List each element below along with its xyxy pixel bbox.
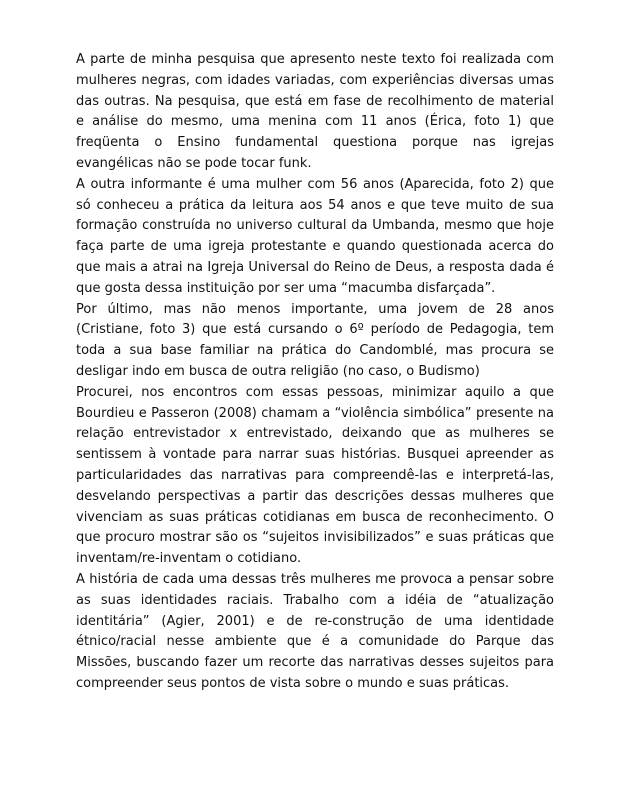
paragraph-2: A outra informante é uma mulher com 56 anos (Aparecida, foto 2) que só conheceu a prática da leitura aos 54 anos e que teve muito de sua formação construída no universo cultural da Umbanda, mesmo que hoje faça parte de uma igreja protestante e quando questionada acerca do que mais a atrai na Igreja Universal do Reino de Deus, a resposta dada é que gosta dessa instituição por ser uma “macumba disfarçada”. — [76, 176, 554, 296]
paragraph-5: A história de cada uma dessas três mulheres me provoca a pensar sobre as suas identidades raciais. Trabalho com a idéia de “atualização identitária” (Agier, 2001) e de re-construção de uma identidade étnico/racial nesse ambiente que é a comunidade do Parque das Missões, buscando fazer um recorte das narrativas desses sujeitos para compreender seus pontos de vista sobre o mundo e suas práticas. — [76, 571, 554, 691]
paragraph-4: Procurei, nos encontros com essas pessoas, minimizar aquilo a que Bourdieu e Passeron (2008) chamam a “violência simbólica” presente na relação entrevistador x entrevistado, deixando que as mulheres se sentissem à vontade para narrar suas histórias. Busquei apreender as particularidades das narrativas para compreendê-las e interpretá-las, desvelando perspectivas a partir das descrições dessas mulheres que vivenciam as suas práticas cotidianas em busca de reconhecimento. O que procuro mostrar são os “sujeitos invisibilizados” e suas práticas que inventam/re-inventam o cotidiano. — [76, 384, 554, 567]
paragraph-3: Por último, mas não menos importante, uma jovem de 28 anos (Cristiane, foto 3) que está cursando o 6º período de Pedagogia, tem toda a sua base familiar na prática do Candomblé, mas procura se desligar indo em busca de outra religião (no caso, o Budismo) — [76, 301, 554, 379]
body-text — [76, 50, 554, 695]
paragraph-1: A parte de minha pesquisa que apresento neste texto foi realizada com mulheres negras, com idades variadas, com experiências diversas umas das outras. Na pesquisa, que está em fase de recolhimento de material e análise do mesmo, uma menina com 11 anos (Érica, foto 1) que freqüenta o Ensino fundamental questiona porque nas igrejas evangélicas não se pode tocar funk. — [76, 52, 554, 171]
